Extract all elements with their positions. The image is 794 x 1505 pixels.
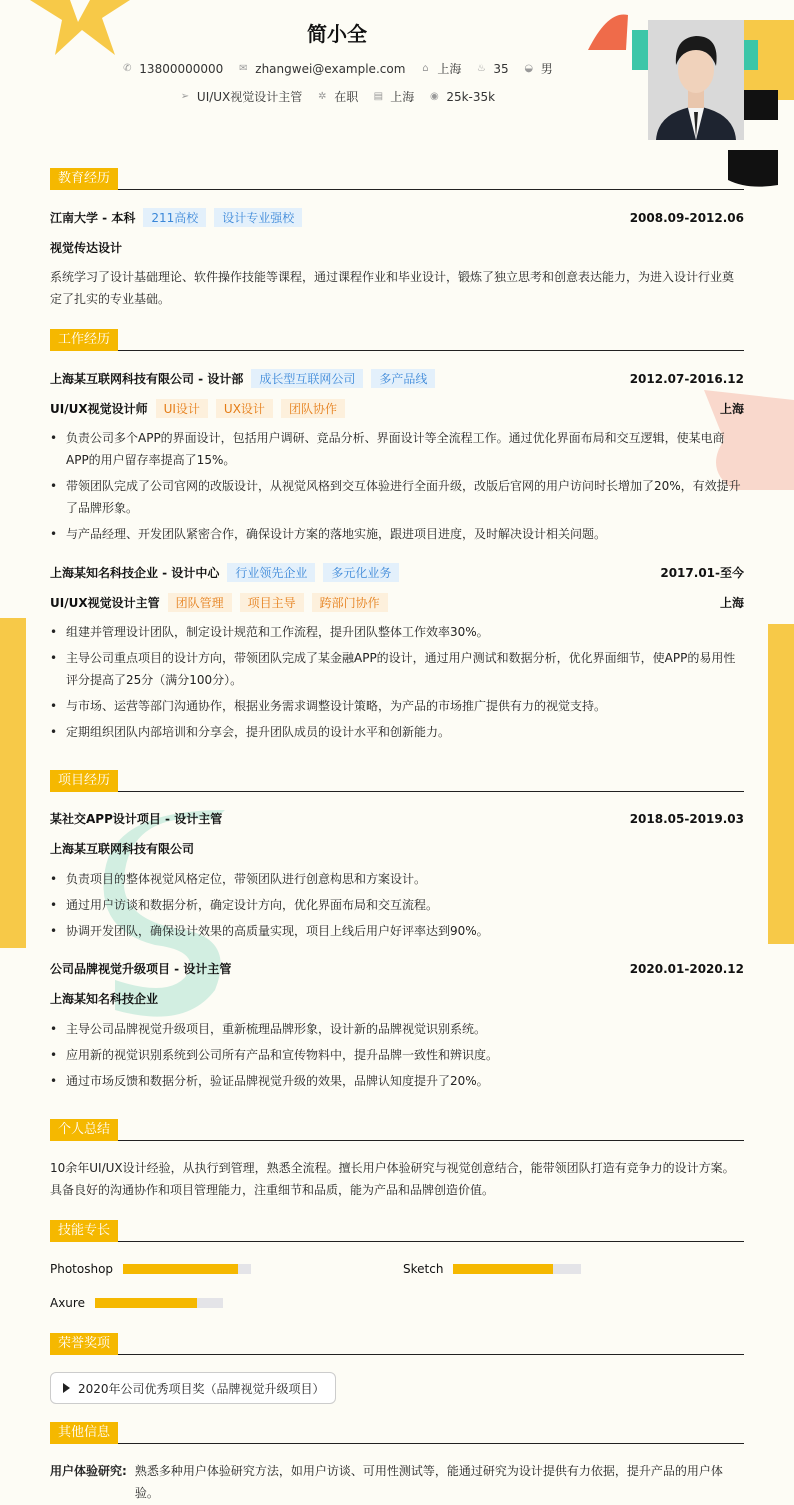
work-bullet: • 带领团队完成了公司官网的改版设计，从视觉风格到交互体验进行全面升级，改版后官网的用户访问时长增加了20%，有效提升了品牌形象。 [50,475,744,519]
role-tag: 项目主导 [240,593,304,612]
award-item[interactable] [50,1372,336,1404]
skill-name: Sketch [403,1262,444,1276]
company-tag: 多元化业务 [323,563,399,582]
work-role-row [50,399,744,418]
project-header-row [50,810,744,827]
position-item: ➢ UI/UX视觉设计主管 [180,90,303,104]
building-icon: ▤ [373,90,384,102]
project-bullet: • 协调开发团队，确保设计效果的高质量实现，项目上线后用户好评率达到90%。 [50,920,744,942]
candidate-name: 简小全 [307,22,367,46]
award-text: 2020年公司优秀项目奖（品牌视觉升级项目） [78,1381,325,1396]
skill-name: Photoshop [50,1262,114,1276]
work-bullet: • 与产品经理、开发团队紧密合作，确保设计方案的落地实施，跟进项目进度，及时解决设计相关问题。 [50,523,744,545]
education-tag: 设计专业强校 [214,208,302,227]
skill-item [403,1262,581,1276]
skill-item [50,1262,251,1276]
other-info-key: 用户体验研究: [50,1464,127,1478]
education-major-row [50,239,744,256]
work-bullet: • 定期组织团队内部培训和分享会，提升团队成员的设计水平和创新能力。 [50,721,744,743]
section-skills: 技能专长 [50,1220,744,1242]
profile-photo [648,20,744,140]
skill-bar-fill [453,1264,553,1274]
role-tag: UX设计 [216,399,273,418]
other-info-value: 熟悉多种用户体验研究方法，如用户访谈、可用性测试等，能通过研究为设计提供有力依据，提升产品的用户体验。 [134,1464,723,1500]
cake-icon: ♨ [476,62,486,74]
role-tag: 团队协作 [281,399,345,418]
work-bullet: • 主导公司重点项目的设计方向，带领团队完成了某金融APP的设计，通过用户测试和数据分析，优化界面细节，使APP的易用性评分提高了25分（满分100分）。 [50,647,744,691]
project-bullet: • 负责项目的整体视觉风格定位，带领团队进行创意构思和方案设计。 [50,868,744,890]
send-icon: ➢ [180,90,190,102]
section-projects: 项目经历 [50,770,744,792]
expand-triangle-icon [63,1383,70,1393]
project-bullet: • 通过市场反馈和数据分析，验证品牌视觉升级的效果，品牌认知度提升了20%。 [50,1070,744,1092]
gear-icon: ✲ [318,90,327,102]
education-description: 系统学习了设计基础理论、软件操作技能等课程，通过课程作业和毕业设计，锻炼了独立思考和创意表达能力，为进入设计行业奠定了扎实的专业基础。 [50,270,735,306]
project-bullet: • 应用新的视觉识别系统到公司所有产品和宣传物料中，提升品牌一致性和辨识度。 [50,1044,744,1066]
work-role-row [50,593,744,612]
school-name: 江南大学 - 本科 [50,211,136,225]
company-tag: 行业领先企业 [227,563,315,582]
project-name: 公司品牌视觉升级项目 - 设计主管 [50,962,232,976]
role-tag: 跨部门协作 [312,593,388,612]
work-header-row [50,563,744,582]
contact-row [50,60,624,77]
target-city-item: ▤ 上海 [373,90,415,104]
work-location: 上海 [719,596,744,610]
skill-item [50,1296,223,1310]
home-icon: ⌂ [422,62,429,74]
project-company: 上海某知名科技企业 [50,992,159,1006]
mail-icon: ✉ [239,62,248,74]
section-summary: 个人总结 [50,1119,744,1141]
company-tag: 多产品线 [371,369,435,388]
age-item: ♨ 35 [476,61,509,76]
work-header-row [50,369,744,388]
role-name: UI/UX视觉设计主管 [50,596,160,610]
project-period: 2020.01-2020.12 [629,961,744,976]
salary-item: ◉ 25k-35k [429,89,496,104]
skill-bar-fill [95,1298,197,1308]
phone-icon: ✆ [123,62,132,74]
project-company: 上海某互联网科技有限公司 [50,842,195,856]
skill-bar [453,1264,581,1274]
project-name: 某社交APP设计项目 - 设计主管 [50,812,223,826]
work-bullet: • 与市场、运营等部门沟通协作，根据业务需求调整设计策略，为产品的市场推广提供有力的视觉支持。 [50,695,744,717]
project-bullet: • 主导公司品牌视觉升级项目，重新梳理品牌形象，设计新的品牌视觉识别系统。 [50,1018,744,1040]
role-name: UI/UX视觉设计师 [50,402,148,416]
work-period: 2012.07-2016.12 [629,371,744,386]
company-name: 上海某知名科技企业 - 设计中心 [50,566,220,580]
role-tag: UI设计 [156,399,208,418]
project-header-row [50,960,744,977]
left-yellow-band [0,618,26,948]
section-awards: 荣誉奖项 [50,1333,744,1355]
project-company-row [50,990,744,1007]
email-item: ✉ zhangwei@example.com [239,61,406,76]
work-bullet: • 组建并管理设计团队，制定设计规范和工作流程，提升团队整体工作效率30%。 [50,621,744,643]
company-name: 上海某互联网科技有限公司 - 设计部 [50,372,244,386]
skill-name: Axure [50,1296,85,1310]
summary-text: 10余年UI/UX设计经验，从执行到管理，熟悉全流程。擅长用户体验研究与视觉创意结合，能带领团队打造有竞争力的设计方案。具备良好的沟通协作和项目管理能力，注重细节和品质，能为产品和品牌创造价值。 [50,1161,735,1197]
right-yellow-band [768,624,794,944]
education-tag: 211高校 [143,208,206,227]
section-education: 教育经历 [50,168,744,190]
project-bullet: • 通过用户访谈和数据分析，确定设计方向，优化界面布局和交互流程。 [50,894,744,916]
education-header-row [50,208,744,227]
project-company-row [50,840,744,857]
section-work: 工作经历 [50,329,744,351]
city-item: ⌂ 上海 [419,60,461,77]
phone-item: ✆ 13800000000 [123,61,224,76]
gender-item: ◒ 男 [524,62,553,76]
major-name: 视觉传达设计 [50,241,123,255]
gender-icon: ◒ [524,62,534,74]
project-period: 2018.05-2019.03 [629,811,744,826]
role-tag: 团队管理 [168,593,232,612]
work-location: 上海 [719,402,744,416]
other-info-row [50,1460,744,1504]
work-period: 2017.01-至今 [660,566,744,580]
section-other: 其他信息 [50,1422,744,1444]
company-tag: 成长型互联网公司 [251,369,363,388]
skill-bar [123,1264,251,1274]
coin-icon: ◉ [429,90,439,102]
status-item: ✲ 在职 [318,90,359,104]
skill-bar [95,1298,223,1308]
work-bullet: • 负责公司多个APP的界面设计，包括用户调研、竞品分析、界面设计等全流程工作。通过优化界面布局和交互逻辑，使某电商APP的用户留存率提高了15%。 [50,427,744,471]
education-period: 2008.09-2012.06 [629,210,744,225]
skill-bar-fill [123,1264,238,1274]
job-intent-row [50,88,624,105]
